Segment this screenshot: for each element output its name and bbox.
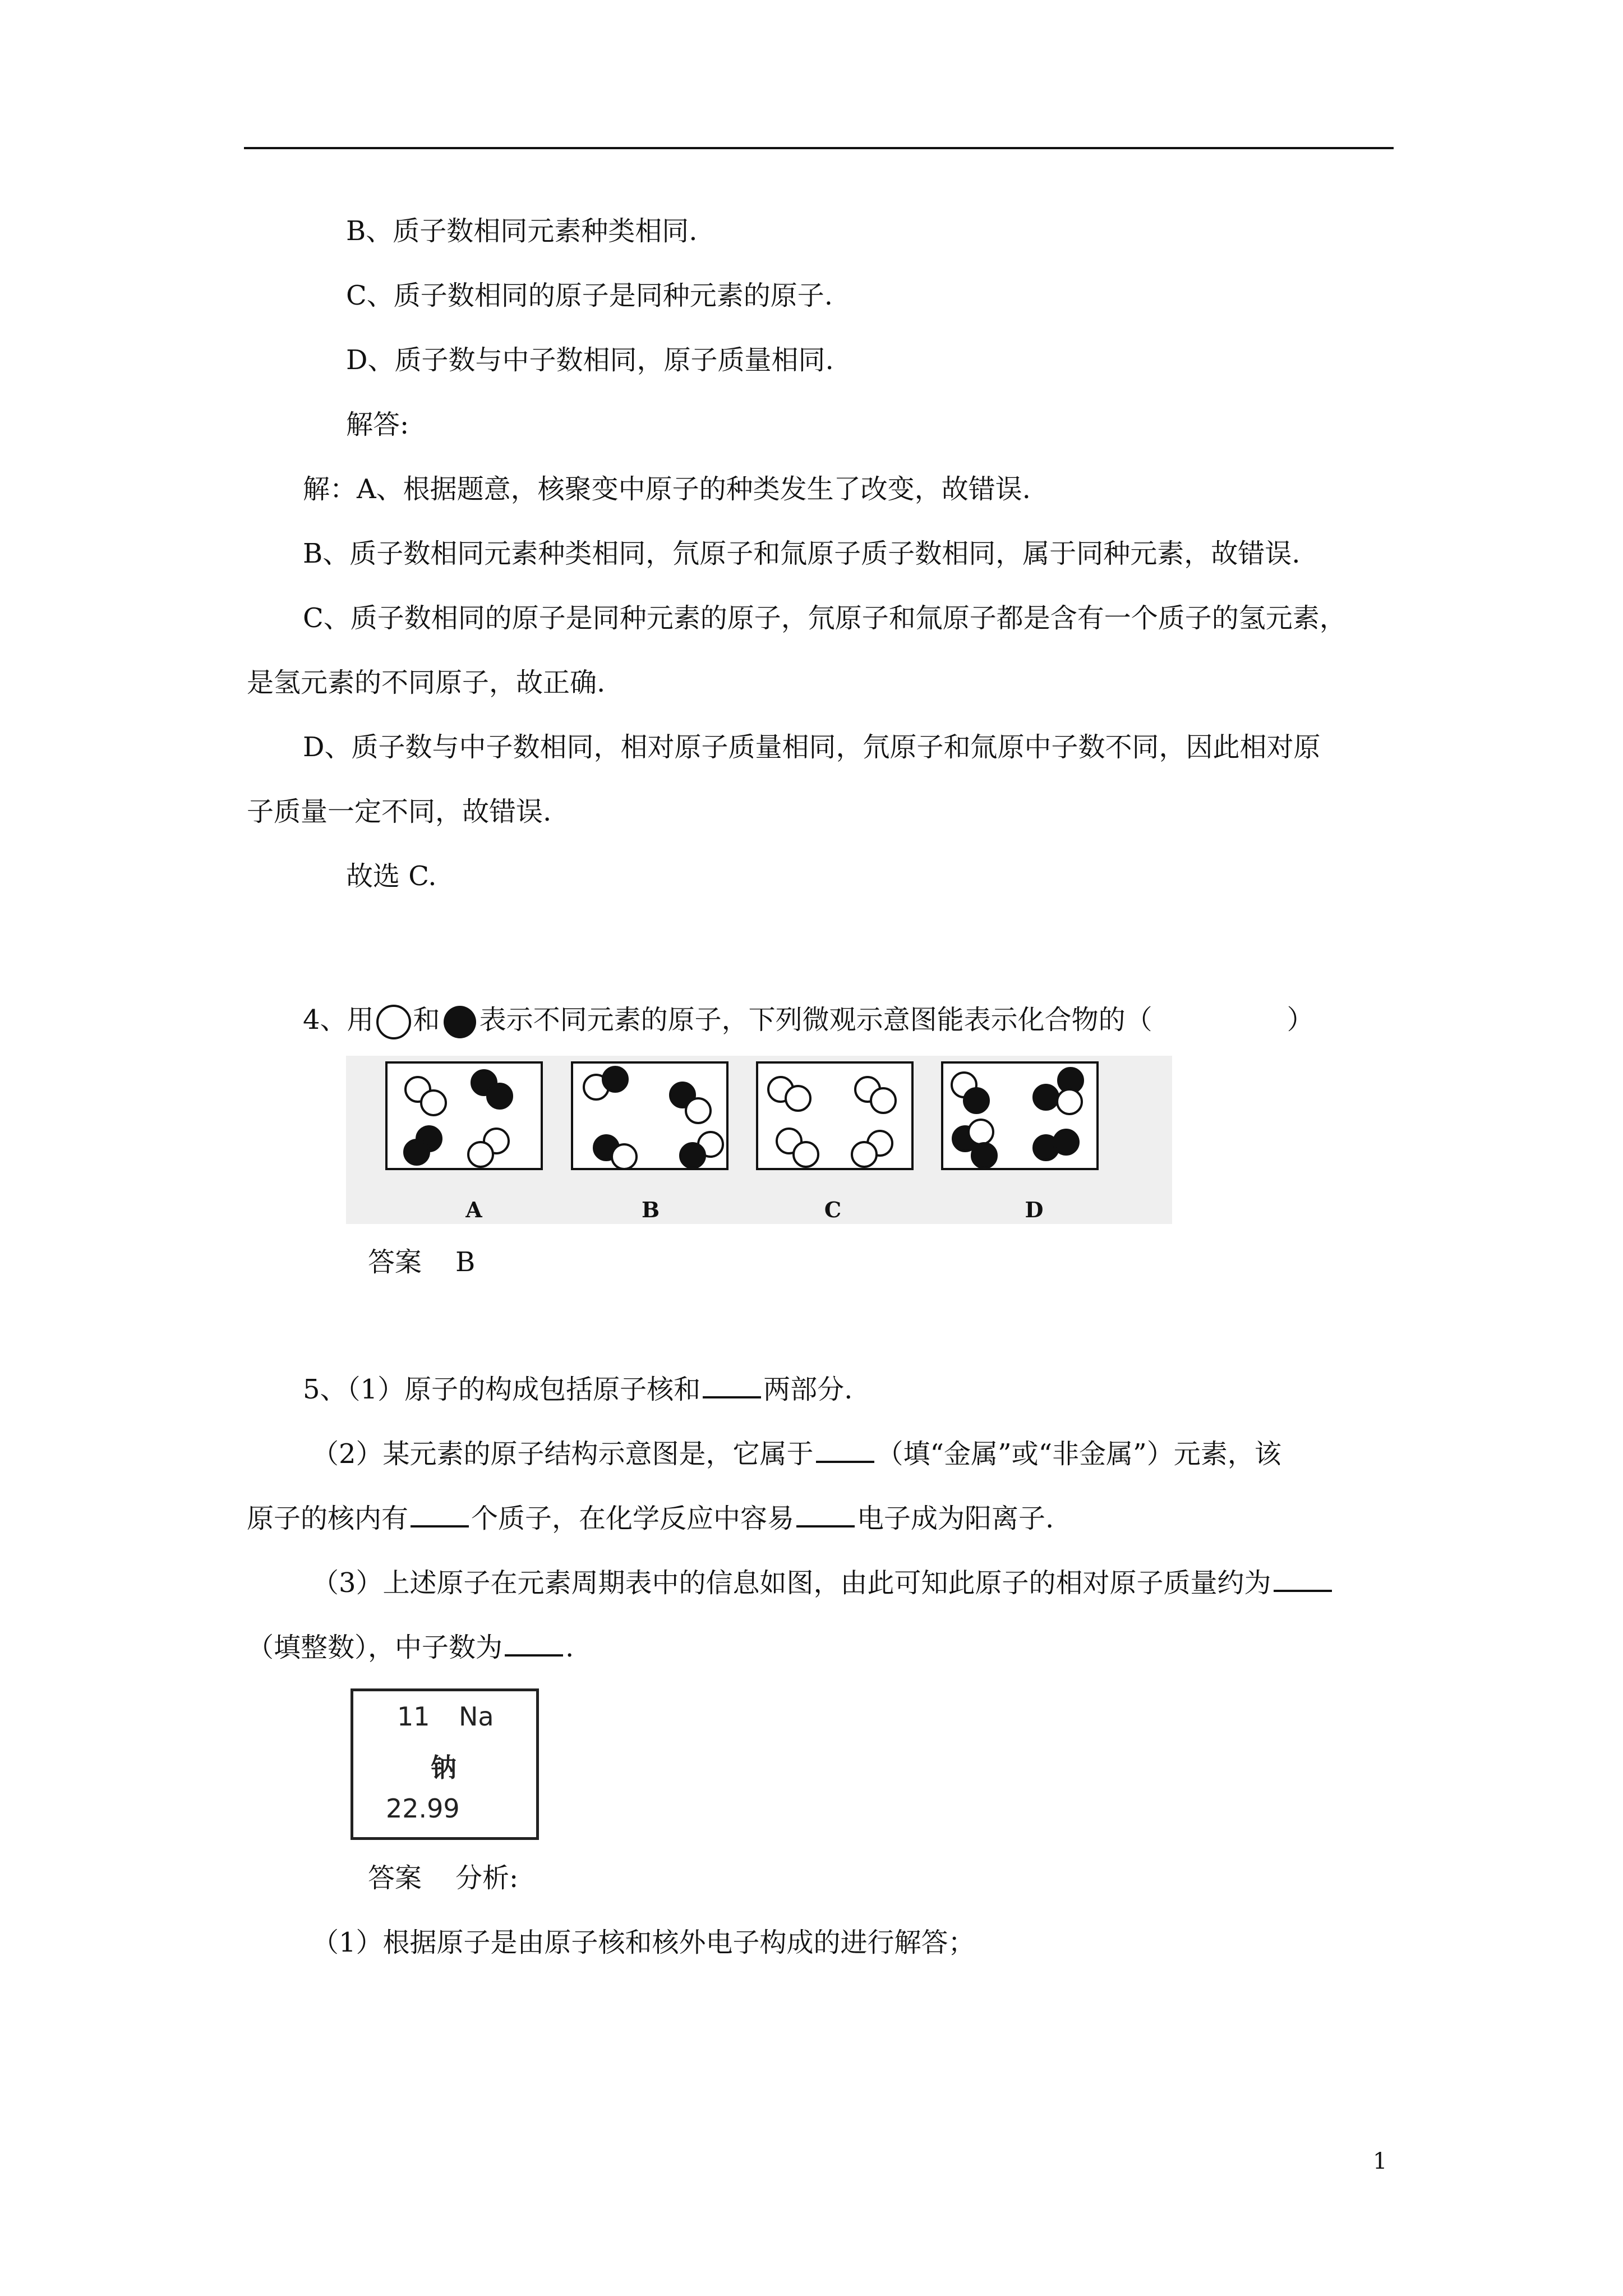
q5-3-text: 原子的核内有: [247, 1503, 409, 1534]
answer-4: [368, 1245, 475, 1279]
blank-3[interactable]: [411, 1503, 469, 1527]
question-5-part2: [312, 1437, 1281, 1471]
element-number: 11: [397, 1701, 430, 1732]
element-name: 钠: [431, 1752, 457, 1783]
option-d-text: D、质子数与中子数相同，原子质量相同.: [346, 344, 834, 376]
blank-2[interactable]: [816, 1438, 874, 1463]
option-c-text: C、质子数相同的原子是同种元素的原子.: [346, 280, 833, 311]
header-rule: [244, 147, 1394, 149]
q5-3-tail: 电子成为阳离子.: [857, 1503, 1054, 1534]
question-5-part3: [312, 1566, 1334, 1600]
q5-1-tail: 两部分.: [763, 1374, 853, 1405]
q5-1-text: 5、（1）原子的构成包括原子核和: [303, 1374, 701, 1405]
answer-4-label: 答案: [368, 1246, 422, 1278]
q5-5-tail: .: [565, 1632, 574, 1663]
q4-close: ）: [1287, 1004, 1314, 1036]
answer-5: [368, 1861, 518, 1895]
label-c: C: [824, 1197, 842, 1222]
analysis-1: （1）根据原子是由原子核和核外电子构成的进行解答；: [312, 1927, 975, 1958]
q4-and: 和: [413, 1004, 440, 1036]
solution-a: 解：A、根据题意，核聚变中原子的种类发生了改变，故错误.: [303, 473, 1031, 505]
option-b-text: B、质子数相同元素种类相同.: [346, 215, 698, 247]
molecule-figure: [346, 1056, 1172, 1224]
answer-5-label: 答案: [368, 1862, 422, 1894]
page-number: 1: [1373, 2148, 1387, 2174]
label-b: B: [641, 1197, 660, 1222]
solution-c-line1: C、质子数相同的原子是同种元素的原子，氘原子和氚原子都是含有一个质子的氢元素，: [303, 602, 1347, 634]
question-5-part3-cont: [247, 1631, 574, 1664]
blank-5[interactable]: [1274, 1567, 1332, 1592]
solution-d-line1: D、质子数与中子数相同，相对原子质量相同，氘原子和氚原中子数不同，因此相对原: [303, 731, 1321, 763]
answer-4-value: B: [455, 1246, 476, 1278]
q5-3-mid: 个质子，在化学反应中容易: [471, 1503, 795, 1534]
solution-c-line2: 是氢元素的不同原子，故正确.: [247, 667, 606, 698]
solution-d-line2: 子质量一定不同，故错误.: [247, 796, 552, 827]
white-atom-icon: [375, 1004, 412, 1041]
q5-5-text: （填整数），中子数为: [247, 1632, 503, 1663]
element-card: [351, 1688, 539, 1840]
q4-body: 表示不同元素的原子，下列微观示意图能表示化合物的（: [479, 1004, 1152, 1036]
black-atom-icon: [441, 1004, 478, 1041]
question-5-part2-cont: [247, 1502, 1054, 1535]
element-symbol: Na: [459, 1701, 494, 1732]
molecule-diagrams: [346, 1056, 1172, 1224]
blank-6[interactable]: [505, 1632, 563, 1657]
jieda-label: 解答:: [346, 409, 409, 440]
solution-b: B、质子数相同元素种类相同，氘原子和氚原子质子数相同，属于同种元素，故错误.: [303, 538, 1301, 569]
answer-5-value: 分析:: [455, 1862, 519, 1894]
question-5-part1: [303, 1373, 852, 1406]
label-d: D: [1025, 1197, 1044, 1222]
label-a: A: [465, 1197, 482, 1222]
q4-prefix: 4、用: [303, 1004, 374, 1036]
q5-2-tail: （填“金属”或“非金属”）元素，该: [876, 1438, 1281, 1470]
choose-answer: 故选 C.: [346, 861, 437, 892]
q5-2-text: （2）某元素的原子结构示意图是，它属于: [312, 1438, 814, 1470]
element-mass: 22.99: [386, 1793, 460, 1824]
q5-4-text: （3）上述原子在元素周期表中的信息如图，由此可知此原子的相对原子质量约为: [312, 1567, 1271, 1599]
question-4: [303, 1003, 1314, 1041]
blank-1[interactable]: [703, 1374, 761, 1398]
blank-4[interactable]: [796, 1503, 855, 1527]
